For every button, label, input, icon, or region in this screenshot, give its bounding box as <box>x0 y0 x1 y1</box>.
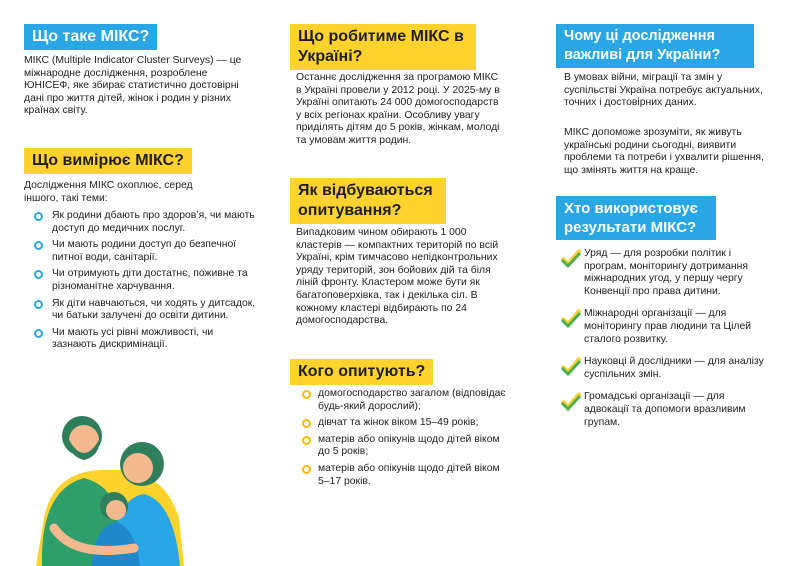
list-item: Громадські організації — для адвокації та допомоги вразливим групам. <box>560 391 772 429</box>
bullet-icon <box>34 300 43 309</box>
why-important-heading-text: Чому ці дослідження важливі для України? <box>564 28 721 63</box>
list-item: Як родини дбають про здоров’я, чи мають доступ до медичних послуг. <box>34 210 256 235</box>
what-is-mics-heading: Що таке МІКС? <box>24 24 157 50</box>
list-item: Уряд — для розробки політик і програм, моніторингу дотримання міжнародних угод, у першу чергу Конвенції про права дитини. <box>560 248 772 298</box>
list-item: домогосподарство загалом (відповідає будь-який дорослий); <box>302 388 514 413</box>
list-item: матерів або опікунів щодо дітей віком 5–17 років. <box>302 463 514 488</box>
bullet-icon <box>34 329 43 338</box>
list-item: Чи мають усі рівні можливості, чи зазнають дискримінації. <box>34 327 256 352</box>
list-item: матерів або опікунів щодо дітей віком до 5 років; <box>302 434 514 459</box>
check-icon <box>560 356 582 376</box>
what-is-mics-text: МІКС (Multiple Indicator Cluster Surveys) — це міжнародне дослідження, розроблене ЮНІСЕФ, яке збирає статистично достовірні дані про життя дітей, жінок і родин у різних країнах світу. <box>24 55 242 117</box>
bullet-icon <box>302 419 311 428</box>
list-item: Чи отримують діти достатнє, поживне та різноманітне харчування. <box>34 268 256 293</box>
why-text-2: МІКС допоможе зрозуміти, як живуть українські родини сьогодні, виявити проблеми та потреби і ухвалити рішення, що змінять життя на краще. <box>564 127 764 176</box>
list-item: Науковці й дослідники — для аналізу суспільних змін. <box>560 356 772 381</box>
what-mics-will-do-heading: Що робитиме МІКС в Україні? <box>290 24 476 70</box>
check-icon <box>560 248 582 268</box>
who-is-surveyed-heading: Кого опитують? <box>290 359 433 385</box>
list-item: Як діти навчаються, чи ходять у дитсадок, чи батьки залучені до освіти дитини. <box>34 298 256 323</box>
list-item: Чи мають родини доступ до безпечної питної води, санітарії. <box>34 239 256 264</box>
bullet-icon <box>302 465 311 474</box>
bullet-icon <box>34 270 43 279</box>
measure-list <box>34 210 256 352</box>
bullet-icon <box>302 390 311 399</box>
check-icon <box>560 391 582 411</box>
who-list <box>302 388 514 488</box>
why-text-1: В умовах війни, міграції та змін у суспільстві Україна потребує актуальних, точних і достовірних даних. <box>564 72 763 109</box>
check-icon <box>560 308 582 328</box>
list-item: дівчат та жінок віком 15–49 років; <box>302 417 514 430</box>
users-list <box>560 248 772 429</box>
why-important-heading <box>556 24 754 68</box>
family-illustration <box>14 398 204 566</box>
who-uses-results-heading: Хто використовує результати МІКС? <box>556 196 716 240</box>
bullet-icon <box>302 436 311 445</box>
bullet-icon <box>34 212 43 221</box>
measure-intro: Дослідження МІКС охоплює, серед іншого, такі теми: <box>24 180 193 204</box>
how-surveys-work-heading: Як відбуваються опитування? <box>290 178 446 224</box>
what-mics-measures-heading: Що вимірює МІКС? <box>24 148 192 174</box>
mics-in-ukraine-text: Останнє дослідження за програмою МІКС в Україні провели у 2012 році. У 2025-му в Україні опитають 24 000 домогосподарств у всіх регіонах країни. Особливу увагу приділять дітям до 5 років, жінкам, молоді та умовам життя родин. <box>296 72 500 146</box>
how-surveys-work-text: Випадковим чином обирають 1 000 кластерів — компактних територій по всій Україні, крім тимчасово непідконтрольних уряду територій, зон бойових дій та біля ліній фронту. Кластером може бути як багатоповерхівка, так і декілька сіл. В кожному кластері відбирають по 24 домогосподарства. <box>296 227 499 327</box>
bullet-icon <box>34 241 43 250</box>
list-item: Міжнародні організації — для моніторингу прав людини та Цілей сталого розвитку. <box>560 308 772 346</box>
